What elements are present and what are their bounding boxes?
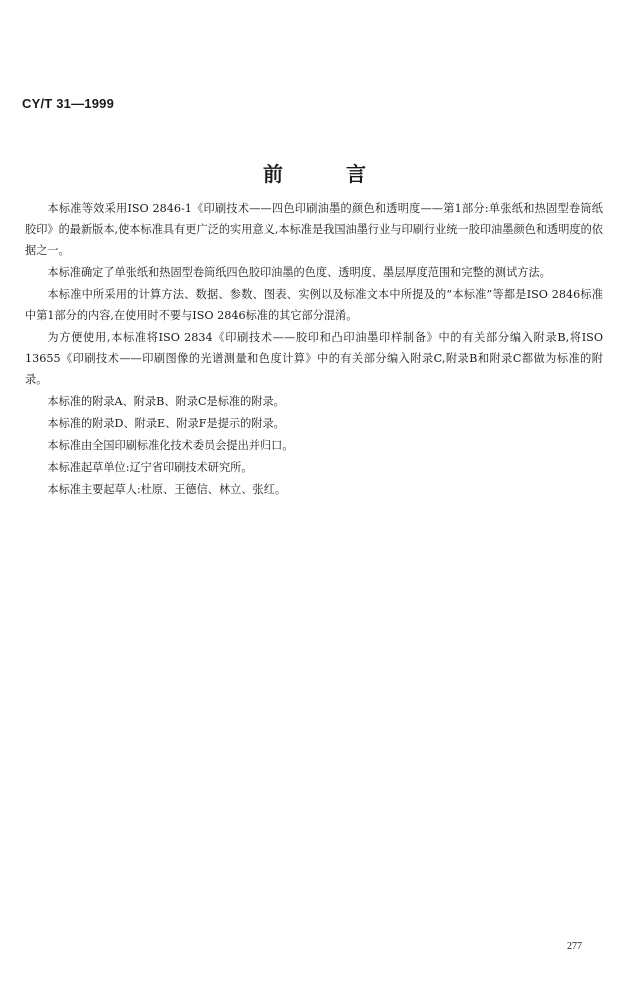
paragraph-2: 本标准确定了单张纸和热固型卷筒纸四色胶印油墨的色度、透明度、墨层厚度范围和完整的测试方法。 xyxy=(47,266,551,279)
foreword-body xyxy=(25,198,603,501)
page-title: 前 言 xyxy=(263,162,394,186)
paragraph-1: 本标准等效采用ISO 2846-1《印刷技术——四色印刷油墨的颜色和透明度——第1部分:单张纸和热固型卷筒纸胶印》的最新版本,使本标准具有更广泛的实用意义,本标准是我国油墨行业与印刷行业统一胶印油墨颜色和透明度的依据之一。 xyxy=(25,202,603,257)
standard-code-header: CY/T 31—1999 xyxy=(22,96,115,111)
paragraph-3: 本标准中所采用的计算方法、数据、参数、图表、实例以及标准文本中所提及的“本标准”等都是ISO 2846标准中第1部分的内容,在使用时不要与ISO 2846标准的其它部分混淆。 xyxy=(25,288,603,322)
paragraph-8: 本标准起草单位:辽宁省印刷技术研究所。 xyxy=(47,461,253,474)
page-number: 277 xyxy=(567,941,582,952)
paragraph-7: 本标准由全国印刷标准化技术委员会提出并归口。 xyxy=(47,439,294,452)
paragraph-5: 本标准的附录A、附录B、附录C是标准的附录。 xyxy=(47,395,285,408)
paragraph-4: 为方便使用,本标准将ISO 2834《印刷技术——胶印和凸印油墨印样制备》中的有关部分编入附录B,将ISO 13655《印刷技术——印刷图像的光谱测量和色度计算》中的有关部分编入附录C,附录B和附录C都做为标准的附录。 xyxy=(25,331,603,386)
paragraph-9: 本标准主要起草人:杜原、王德信、林立、张红。 xyxy=(47,483,287,496)
paragraph-6: 本标准的附录D、附录E、附录F是提示的附录。 xyxy=(47,417,285,430)
